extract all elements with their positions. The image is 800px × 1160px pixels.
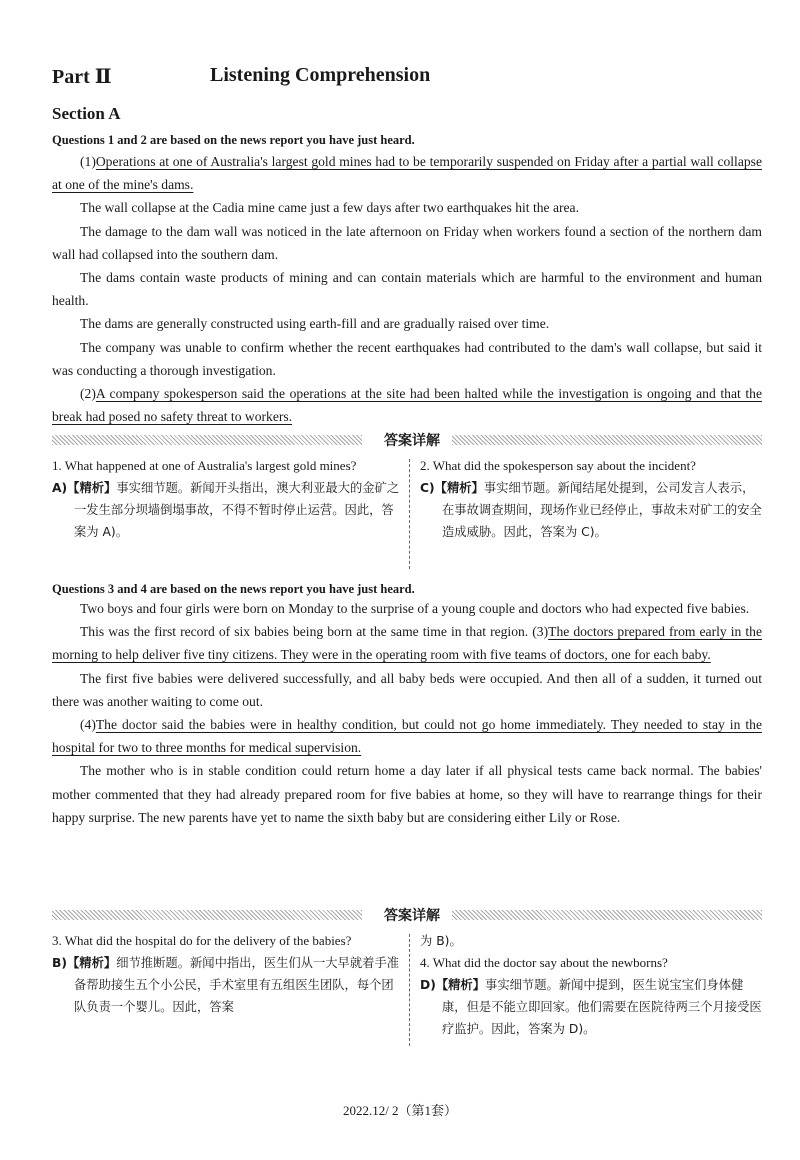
band-hatch	[52, 435, 362, 445]
question-1: 1. What happened at one of Australia's largest gold mines?	[52, 458, 357, 473]
paragraph: The damage to the dam wall was noticed in the late afternoon on Friday when workers found a section of the northern dam wall had collapsed into the southern dam.	[52, 223, 762, 262]
explanation-3-continued: 为 B)。	[420, 934, 462, 948]
explanation-2: C)【精析】事实细节题。新闻结尾处提到，公司发言人表示，在事故调查期间，现场作业已经停止，事故未对矿工的安全造成威胁。因此，答案为 C)。	[420, 481, 762, 539]
questions-1-2-heading: Questions 1 and 2 are based on the news report you have just heard.	[52, 133, 415, 147]
paragraph: The dams are generally constructed using earth-fill and are gradually raised over time.	[80, 316, 550, 332]
explanation-3: B)【精析】细节推断题。新闻中指出，医生们从一大早就着手准备帮助接生五个小公民，手术室里有五组医生团队，每个团队负责一个婴儿。因此，答案	[52, 956, 400, 1014]
paragraph: The company was unable to confirm whether the recent earthquakes had contributed to the dam's wall collapse, but said it was conducting a thorough investigation.	[52, 339, 762, 378]
section-title: Section A	[52, 104, 121, 123]
answer-column-right	[420, 455, 762, 543]
answer-band	[52, 433, 762, 447]
column-divider	[409, 934, 410, 1046]
paragraph: The dams contain waste products of mining and can contain materials which are harmful to the environment and human health.	[52, 270, 762, 309]
part-label: Part Ⅱ	[52, 66, 112, 88]
answer-column-left	[52, 930, 400, 1018]
paragraph: (2)A company spokesperson said the operations at the site had been halted while the investigation is ongoing and that the break had posed no safety threat to workers.	[52, 386, 762, 425]
paragraph: The mother who is in stable condition could return home a day later if all physical tests came back normal. The babies' mother commented that they had already prepared room for five babies at home, so they will have to rearrange things for their happy surprise. The new parents have yet to name the sixth baby but are considering either Lily or Rose.	[52, 763, 762, 825]
question-4: 4. What did the doctor say about the newborns?	[420, 955, 668, 970]
page-footer: 2022.12/ 2（第1套）	[342, 1103, 458, 1118]
explanation-4: D)【精析】事实细节题。新闻中提到，医生说宝宝们身体健康，但是不能立即回家。他们需要在医院待两三个月接受医疗监护。因此，答案为 D)。	[420, 978, 762, 1036]
news-report-2	[52, 597, 762, 829]
answer-column-right	[420, 930, 762, 1040]
questions-3-4-heading: Questions 3 and 4 are based on the news report you have just heard.	[52, 582, 415, 596]
answers-1-2	[52, 455, 762, 575]
answers-3-4	[52, 930, 762, 1050]
column-divider	[409, 459, 410, 569]
paragraph: (1)Operations at one of Australia's largest gold mines had to be temporarily suspended on Friday after a partial wall collapse at one of the mine's dams.	[52, 154, 762, 193]
question-3: 3. What did the hospital do for the delivery of the babies?	[52, 933, 352, 948]
paragraph: Two boys and four girls were born on Monday to the surprise of a young couple and doctors who had expected five babies.	[80, 601, 750, 616]
answer-band-title: 答案详解	[384, 433, 440, 449]
part-title: Listening Comprehension	[210, 64, 431, 86]
news-report-1	[52, 150, 762, 428]
answer-column-left	[52, 455, 400, 543]
paragraph: (4)The doctor said the babies were in healthy condition, but could not go home immediately. They needed to stay in the hospital for two to three months for medical supervision.	[52, 717, 762, 756]
question-2: 2. What did the spokesperson say about the incident?	[420, 458, 696, 473]
paragraph: The wall collapse at the Cadia mine came just a few days after two earthquakes hit the area.	[80, 200, 579, 216]
band-hatch	[452, 435, 762, 445]
paragraph: The first five babies were delivered successfully, and all baby beds were occupied. And then all of a sudden, it turned out there was another waiting to come out.	[52, 670, 762, 709]
paragraph: This was the first record of six babies being born at the same time in that region. (3)The doctors prepared from early in the morning to help deliver five tiny citizens. They were in the operating room with five teams of doctors, one for each baby.	[52, 624, 762, 663]
band-hatch	[52, 910, 362, 920]
explanation-1: A)【精析】事实细节题。新闻开头指出，澳大利亚最大的金矿之一发生部分坝墙倒塌事故，不得不暂时停止运营。因此，答案为 A)。	[52, 481, 400, 539]
answer-band-title: 答案详解	[384, 908, 440, 924]
band-hatch	[452, 910, 762, 920]
answer-band	[52, 908, 762, 922]
